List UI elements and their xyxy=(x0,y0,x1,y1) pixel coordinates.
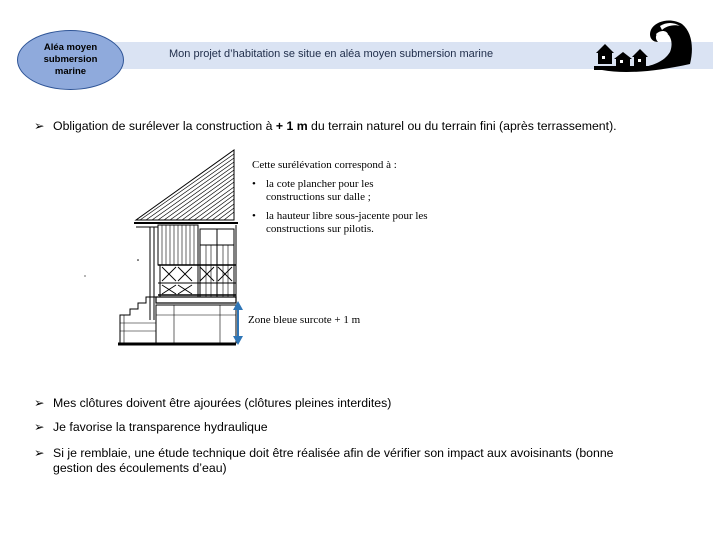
requirement-suffix: du terrain naturel ou du terrain fini (après terrassement). xyxy=(307,119,617,133)
hazard-level-badge xyxy=(17,30,124,90)
bullet-text: Si je remblaie, une étude technique doit être réalisée afin de vérifier son impact aux avoisinants (bonne gestion des écoulements d’eau) xyxy=(53,446,614,475)
bullet-hydraulic-transparency xyxy=(34,420,268,435)
caption-item-text: la cote plancher pour les constructions sur dalle ; xyxy=(266,178,374,203)
elevated-house-drawing xyxy=(80,145,250,350)
arrow-bullet-icon: ➢ xyxy=(34,446,45,460)
bullet-text: Mes clôtures doivent être ajourées (clôtures pleines interdites) xyxy=(53,396,392,410)
zone-label: Zone bleue surcote + 1 m xyxy=(248,314,361,326)
hazard-level-label: Aléa moyen submersion marine xyxy=(43,42,98,77)
caption-item xyxy=(252,210,436,236)
requirement-prefix: Obligation de surélever la construction à xyxy=(53,119,276,133)
caption-title: Cette surélévation correspond à : xyxy=(252,159,397,171)
bullet-text: Je favorise la transparence hydraulique xyxy=(53,420,268,434)
arrow-bullet-icon: ➢ xyxy=(34,420,45,434)
bullet-dot-icon: • xyxy=(252,178,256,190)
bullet-fences xyxy=(34,396,391,411)
figure-caption xyxy=(252,159,436,236)
caption-item-text: la hauteur libre sous-jacente pour les constructions sur pilotis. xyxy=(266,210,428,235)
banner-title: Mon projet d’habitation se situe en aléa moyen submersion marine xyxy=(169,48,494,60)
bullet-elevation-requirement xyxy=(34,119,617,134)
requirement-height: + 1 m xyxy=(275,119,308,133)
bullet-dot-icon: • xyxy=(252,210,256,222)
arrow-bullet-icon: ➢ xyxy=(34,396,45,410)
arrow-bullet-icon: ➢ xyxy=(34,119,45,133)
bullet-backfill-study xyxy=(34,446,654,476)
caption-item xyxy=(252,178,436,204)
wave-over-houses-icon xyxy=(594,18,696,74)
